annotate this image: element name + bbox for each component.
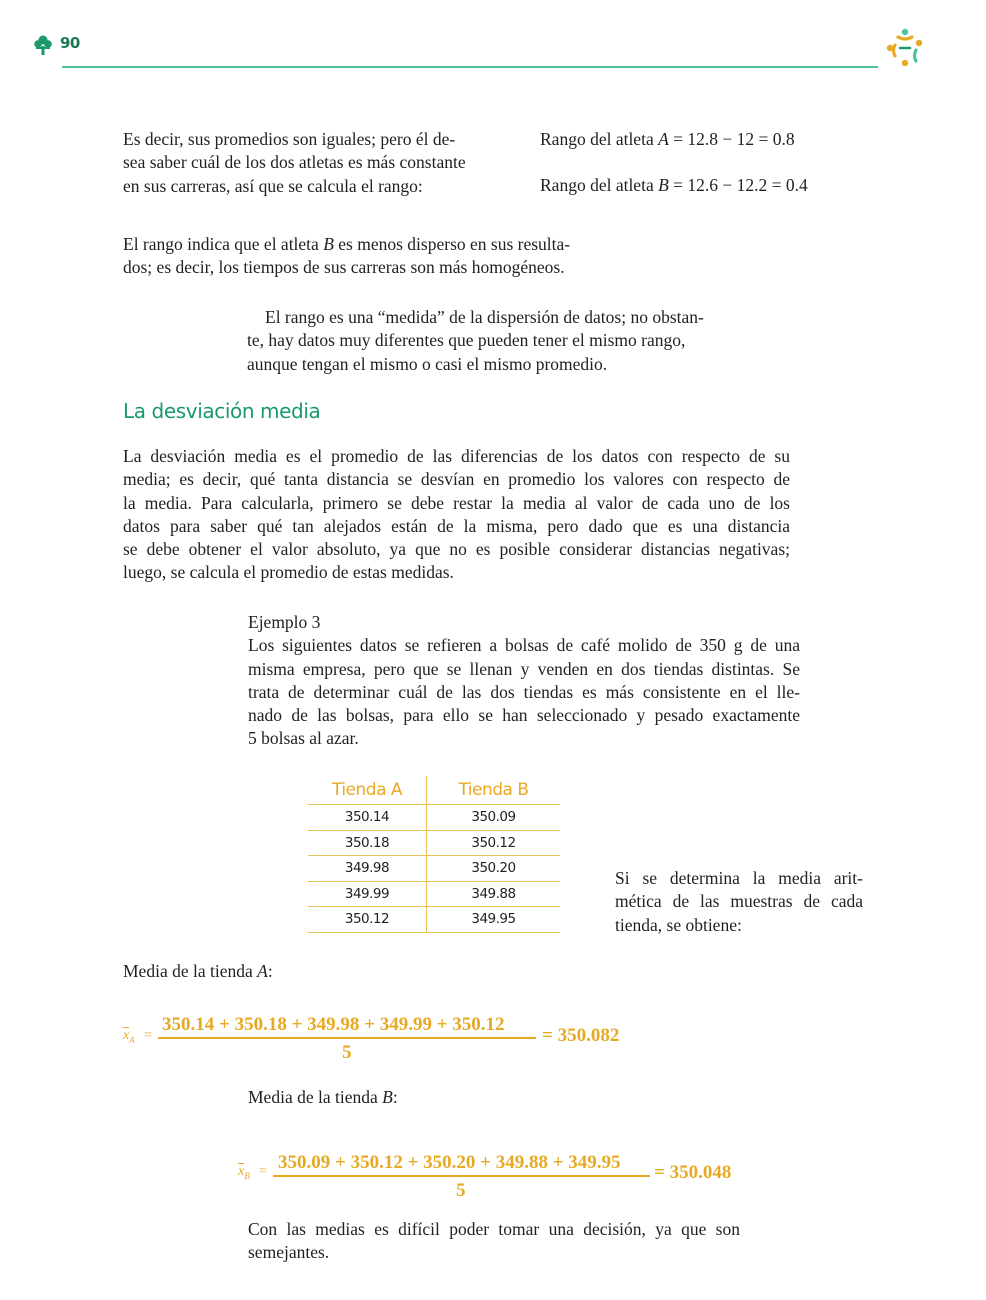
range-var: B	[323, 234, 334, 254]
media-b-label	[248, 1086, 398, 1109]
side-note-line: Si se determina la media arit-	[615, 868, 863, 888]
range-text: El rango indica que el atleta	[123, 234, 324, 254]
example-line: misma empresa, pero que se llenan y venden en dos tiendas distintas. Se	[248, 658, 800, 679]
media-b-label-text: :	[392, 1087, 398, 1107]
table-header: Tienda B	[427, 776, 561, 805]
media-a-label-text: Media de la tienda	[123, 961, 258, 981]
section-line: La desviación media es el promedio de las diferencias de los datos con respecto de su	[123, 446, 790, 466]
table-row	[308, 907, 560, 933]
rango-atleta-b	[540, 174, 808, 197]
media-b-denominator: 5	[456, 1180, 466, 1201]
side-note-line: tienda, se obtiene:	[615, 914, 742, 935]
table-cell: 349.95	[427, 907, 561, 933]
header-rule	[62, 66, 878, 68]
media-b-symbol	[238, 1164, 250, 1181]
media-a-equals: =	[144, 1028, 152, 1043]
section-line: la media. Para calcularla, primero se debe restar la media al valor de cada uno de los	[123, 492, 790, 513]
rango-a-expr: = 12.8 − 12 = 0.8	[668, 129, 795, 149]
table-cell: 350.12	[427, 830, 561, 856]
table-row	[308, 881, 560, 907]
rango-atleta-a	[540, 128, 795, 151]
media-b-label-text: Media de la tienda	[248, 1087, 383, 1107]
section-title: La desviación media	[123, 399, 321, 423]
media-a-symbol	[123, 1028, 135, 1045]
header-tree-icon	[34, 34, 52, 56]
media-b-label-var: B	[382, 1087, 393, 1107]
table-cell: 349.99	[308, 881, 427, 907]
example-line: 5 bolsas al azar.	[248, 728, 359, 749]
intro-line: Es decir, sus promedios son iguales; pero él de-	[123, 129, 456, 149]
table-header: Tienda A	[308, 776, 427, 805]
rango-b-prefix: Rango del atleta	[540, 175, 659, 195]
section-line: se debe obtener el valor absoluto, ya que no es posible considerar distancias negativas;	[123, 539, 790, 560]
side-note-line: mética de las muestras de cada	[615, 891, 863, 912]
xbar-subscript: B	[244, 1170, 250, 1181]
people-circle-logo-icon	[884, 26, 926, 68]
rango-a-prefix: Rango del atleta	[540, 129, 659, 149]
side-note	[615, 867, 863, 937]
data-table	[308, 776, 560, 933]
media-b-numerator: 350.09 + 350.12 + 350.20 + 349.88 + 349.95	[278, 1152, 621, 1173]
range-paragraph	[123, 233, 643, 280]
conclusion	[248, 1218, 740, 1265]
media-b-fraction-line	[273, 1175, 650, 1177]
range-line-1	[123, 233, 643, 256]
rango-b-expr: = 12.6 − 12.2 = 0.4	[668, 175, 808, 195]
table-cell: 349.98	[308, 856, 427, 882]
table-cell: 350.09	[427, 805, 561, 831]
example-block	[248, 611, 800, 751]
section-line: datos para saber qué tan alejados están de la misma, pero dado que es una distancia	[123, 515, 790, 536]
table-cell: 350.18	[308, 830, 427, 856]
table-row	[308, 856, 560, 882]
example-title: Ejemplo 3	[248, 612, 321, 632]
note-line: te, hay datos muy diferentes que pueden tener el mismo rango,	[247, 330, 686, 351]
table-cell: 350.14	[308, 805, 427, 831]
example-line: nado de las bolsas, para ello se han seleccionado y pesado exactamente	[248, 705, 800, 726]
intro-paragraph	[123, 128, 503, 198]
table-cell: 350.12	[308, 907, 427, 933]
table-row	[308, 805, 560, 831]
media-a-label-text: :	[267, 961, 273, 981]
media-a-result: = 350.082	[542, 1025, 620, 1046]
xbar-symbol: x	[238, 1164, 245, 1179]
table-cell: 350.20	[427, 856, 561, 882]
media-b-result: = 350.048	[654, 1162, 732, 1183]
media-a-numerator: 350.14 + 350.18 + 349.98 + 349.99 + 350.12	[162, 1014, 505, 1035]
xbar-subscript: A	[129, 1034, 135, 1045]
media-b-equals: =	[259, 1164, 267, 1179]
intro-line: sea saber cuál de los dos atletas es más constante	[123, 152, 466, 173]
conclusion-line: Con las medias es difícil poder tomar una decisión, ya que son	[248, 1219, 740, 1239]
section-paragraph	[123, 445, 790, 585]
range-line-2: dos; es decir, los tiempos de sus carreras son más homogéneos.	[123, 257, 565, 278]
range-text: es menos disperso en sus resulta-	[333, 234, 571, 254]
page-number: 90	[60, 34, 80, 52]
table-cell: 349.88	[427, 881, 561, 907]
section-line: luego, se calcula el promedio de estas medidas.	[123, 562, 454, 583]
note-line: El rango es una “medida” de la dispersión de datos; no obstan-	[265, 307, 704, 327]
example-line: trata de determinar cuál de las dos tiendas es más consistente en el lle-	[248, 681, 800, 702]
conclusion-line: semejantes.	[248, 1242, 330, 1263]
range-note	[247, 306, 747, 376]
media-a-fraction-line	[158, 1037, 536, 1039]
rango-a-var: A	[658, 129, 669, 149]
example-line: Los siguientes datos se refieren a bolsas de café molido de 350 g de una	[248, 635, 800, 656]
section-line: media; es decir, qué tanta distancia se desvían en promedio los valores con respecto de	[123, 469, 790, 490]
xbar-symbol: x	[123, 1028, 130, 1043]
note-line: aunque tengan el mismo o casi el mismo promedio.	[247, 353, 608, 374]
rango-b-var: B	[658, 175, 669, 195]
media-a-denominator: 5	[342, 1042, 352, 1063]
table-header-row	[308, 776, 560, 805]
media-a-label	[123, 960, 273, 983]
intro-line: en sus carreras, así que se calcula el rango:	[123, 175, 423, 196]
media-a-label-var: A	[257, 961, 268, 981]
table-row	[308, 830, 560, 856]
